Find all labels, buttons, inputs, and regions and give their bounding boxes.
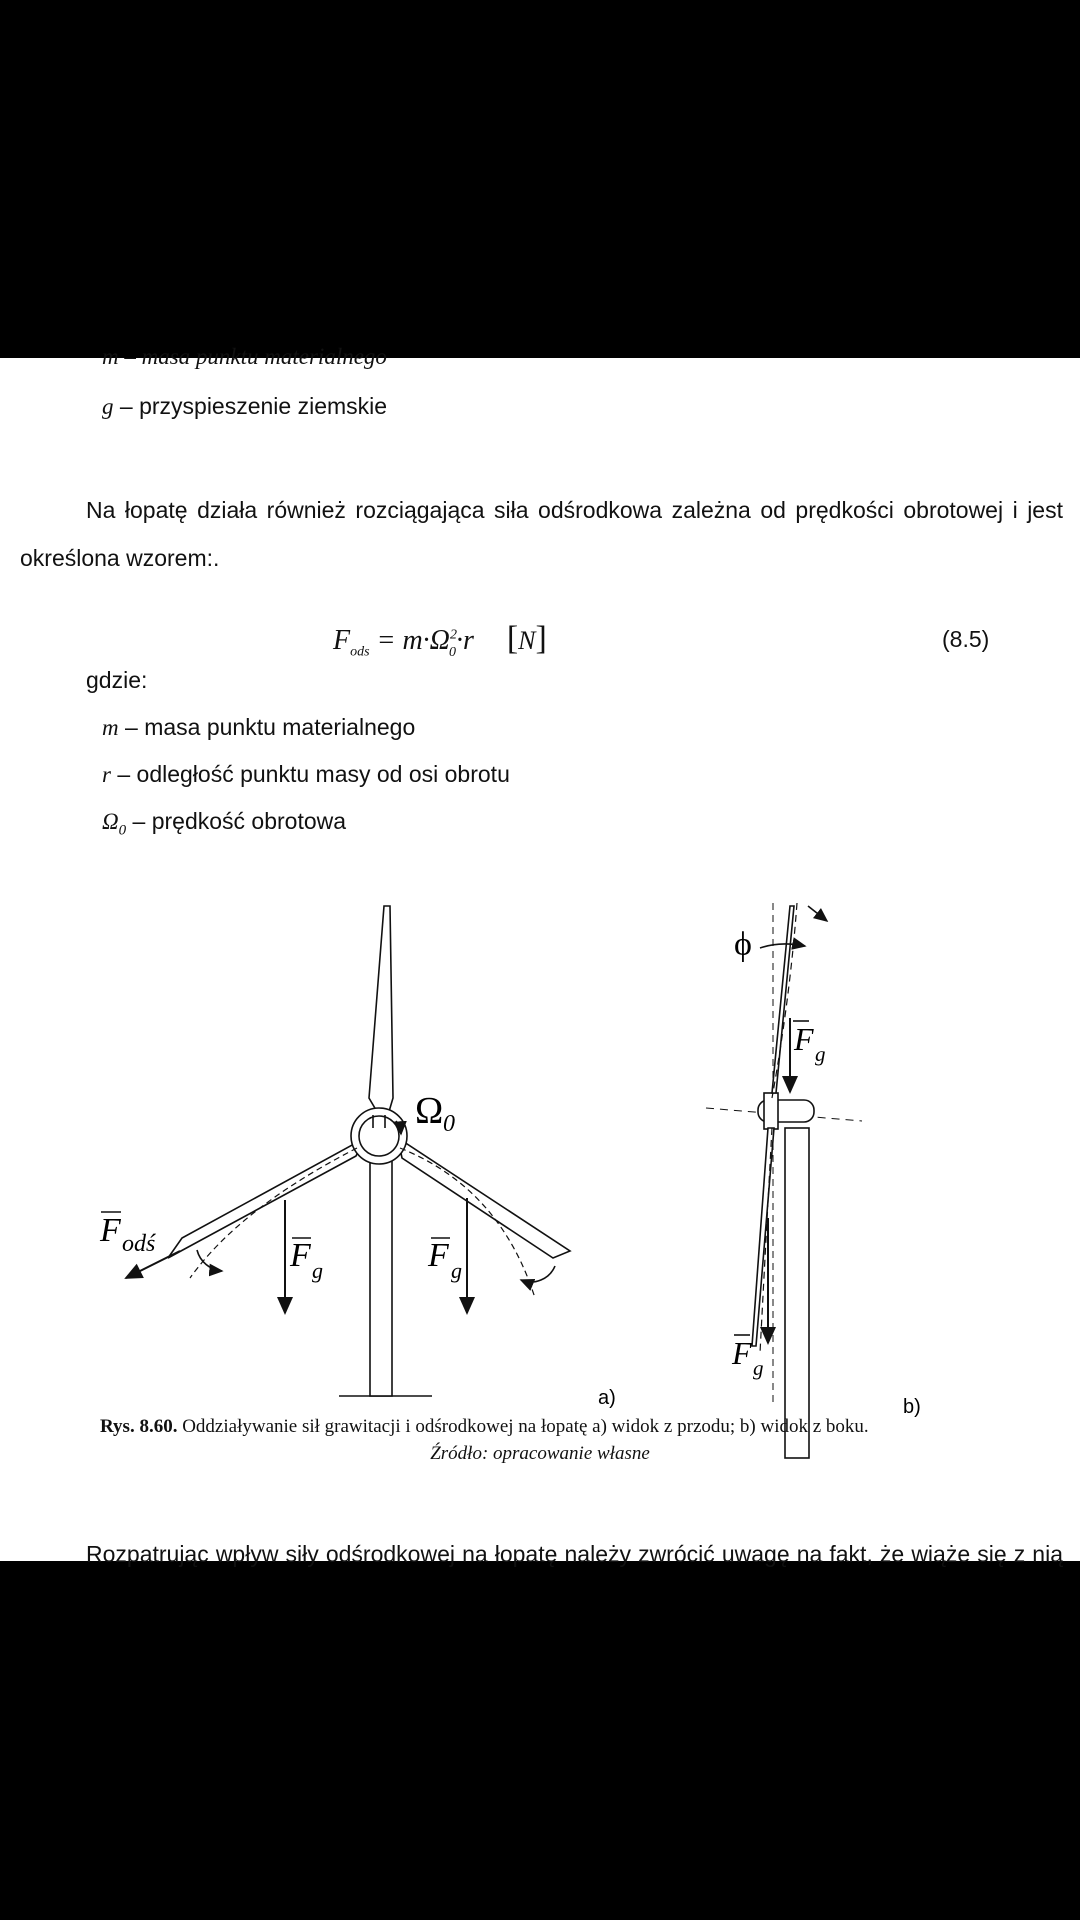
equation-8-5: $F_{ods} = m\cdot\Omega^2_0\cdot r$ [N] [333,620,547,660]
side-view-drawing [706,903,862,1458]
definition-m: m – masa punktu materialnego [102,714,416,740]
definition-g: g – przyspieszenie ziemskie [102,393,388,419]
paragraph-line-1: Na łopatę działa również rozciągająca siła odśrodkowa zależna od prędkości obrotowej i jest [86,497,1063,523]
definition-m-cut: m – masa punktu materialnego [102,344,387,369]
where-label: gdzie: [86,667,148,693]
Fg-sub-right: g [451,1258,462,1283]
tilt-arrow [760,944,805,948]
wind-turbine-figure [0,358,1080,1561]
figure-caption: Rys. 8.60. Oddziaływanie sił grawitacji i odśrodkowej na łopatę a) widok z przodu; b) widok z boku. [100,1416,869,1437]
tower [370,1148,392,1396]
Fg-label-side-up: F [794,1021,814,1057]
next-paragraph-cut: Rozpatrując wpływ siły odśrodkowej na łopatę należy zwrócić uwagę na fakt, że wiąże się z nią [86,1541,1063,1567]
definition-omega: $\Omega_0$ – prędkość obrotowa [102,808,347,839]
Fg-sub-side-down: g [753,1356,764,1380]
omega-label: Ω [415,1090,444,1132]
definition-r: r – odległość punktu masy od osi obrotu [102,761,510,787]
Fg-sub-side-up: g [815,1042,826,1066]
omega-sub-label: 0 [443,1111,455,1137]
blade-right [398,1138,570,1258]
paragraph-line-2: określona wzorem:. [20,545,220,571]
equation-number: (8.5) [942,626,990,652]
blade-top [369,906,393,1115]
ods-sub-label: odś [122,1231,156,1257]
figure-source: Źródło: opracowanie własne [430,1443,650,1464]
Fg-label-left: F [290,1237,311,1274]
Fg-label-right: F [428,1237,449,1274]
Fg-label-side-down: F [732,1335,752,1371]
document-page [0,344,1080,1567]
front-view-drawing [101,906,570,1396]
phi-label: ϕ [734,926,752,963]
tower-side [785,1128,809,1458]
Fg-sub-left: g [312,1258,323,1283]
panel-b-label: b) [903,1396,921,1418]
F-ods-label: F [100,1212,121,1249]
blade-down-side [752,1128,774,1346]
blade-left [168,1138,365,1258]
panel-a-label: a) [598,1387,616,1409]
